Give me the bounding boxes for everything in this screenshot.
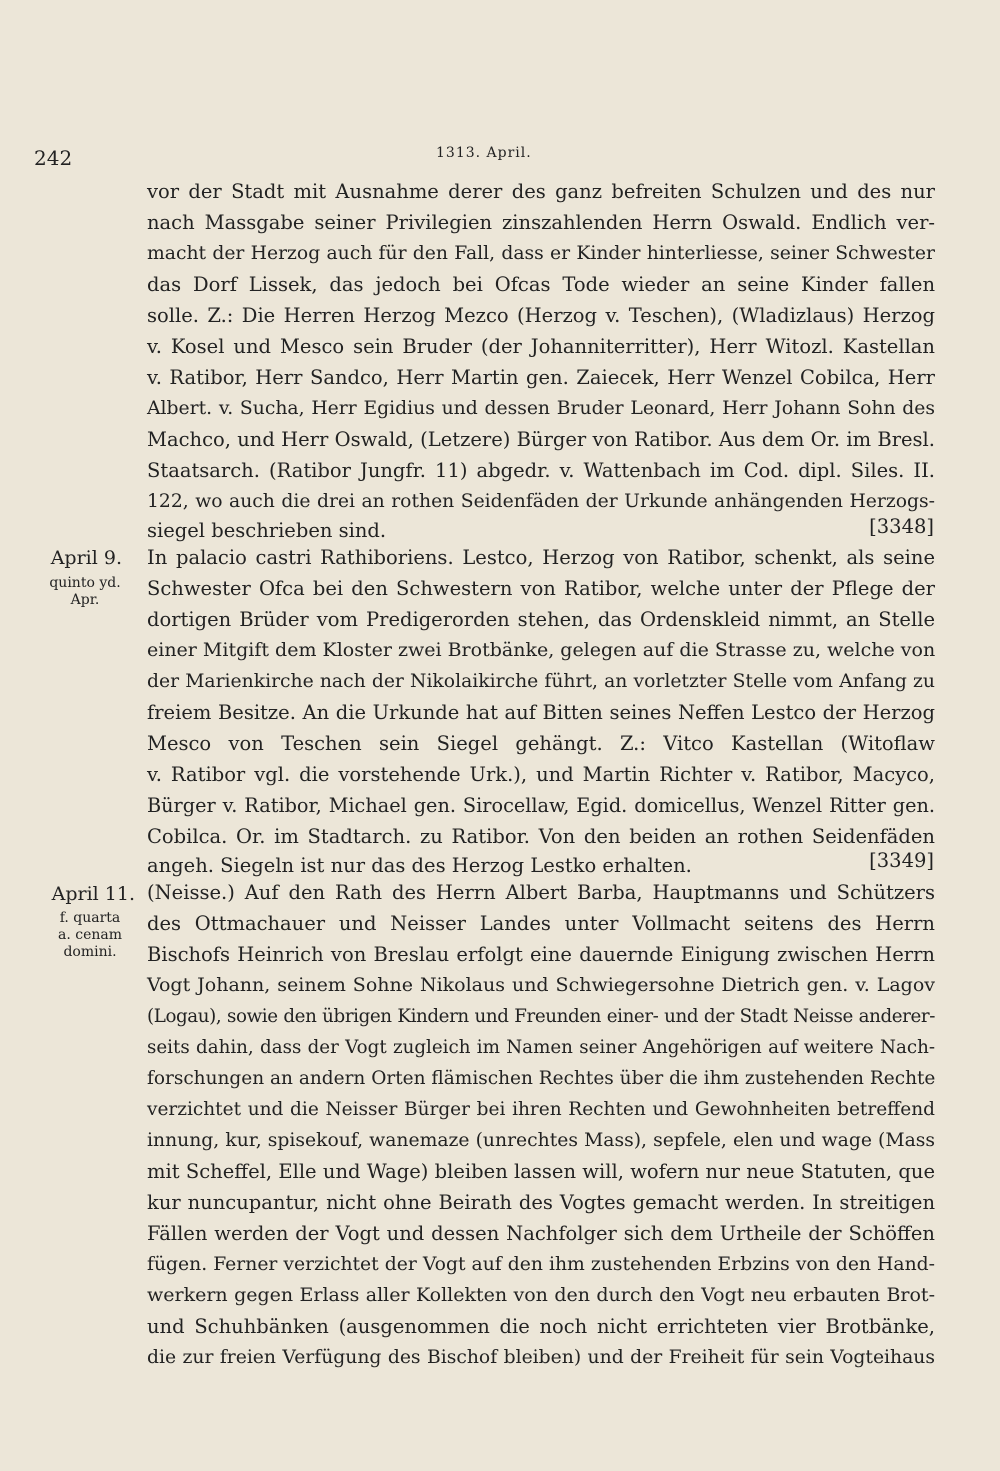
text-line: Cobilca. Or. im Stadtarch. zu Ratibor. Von den beiden an rothen Seidenfäden: [147, 825, 935, 848]
document-number: [3348]: [869, 515, 934, 538]
text-line: angeh. Siegeln ist nur das des Herzog Lestko erhalten.: [147, 854, 692, 877]
text-line: In palacio castri Rathiboriens. Lestco, Herzog von Ratibor, schenkt, als seine: [147, 546, 935, 569]
text-line: einer Mitgift dem Kloster zwei Brotbänke, gelegen auf die Strasse zu, welche von: [147, 639, 936, 661]
entry-date: April 9.: [50, 547, 122, 569]
text-line: solle. Z.: Die Herren Herzog Mezco (Herzog v. Teschen), (Wladizlaus) Herzog: [147, 304, 935, 327]
text-line: macht der Herzog auch für den Fall, dass er Kinder hinterliesse, seiner Schwester: [147, 243, 935, 264]
text-line: mit Scheffel, Elle und Wage) bleiben lassen will, wofern nur neue Statuten, que: [147, 1160, 935, 1183]
note-line: Apr.: [70, 592, 100, 608]
text-line: nach Massgabe seiner Privilegien zinszahlenden Herrn Oswald. Endlich ver-: [147, 211, 935, 234]
text-line: seits dahin, dass der Vogt zugleich im Namen seiner Angehörigen auf weitere Nach-: [147, 1037, 935, 1058]
text-line: freiem Besitze. An die Urkunde hat auf Bitten seines Neffen Lestco der Herzog: [147, 701, 935, 724]
entry-date-note: [50, 910, 130, 961]
note-line: a. cenam: [57, 927, 122, 943]
note-line: quinto yd.: [49, 575, 121, 591]
text-line: Albert. v. Sucha, Herr Egidius und dessen Bruder Leonard, Herr Johann Sohn des: [147, 398, 935, 419]
text-line: verzichtet und die Neisser Bürger bei ihren Rechten und Gewohnheiten betreffend: [147, 1099, 935, 1120]
text-line: siegel beschrieben sind.: [147, 519, 387, 542]
text-line: forschungen an andern Orten flämischen Rechtes über die ihm zustehenden Rechte: [147, 1068, 936, 1089]
text-line: der Marienkirche nach der Nikolaikirche führt, an vorletzter Stelle vom Anfang zu: [147, 671, 935, 692]
entry-date: April 11.: [51, 883, 135, 905]
text-line: und Schuhbänken (ausgenommen die noch nicht errichteten vier Brotbänke,: [147, 1315, 935, 1338]
note-line: f. quarta: [59, 910, 121, 926]
text-line: Fällen werden der Vogt und dessen Nachfolger sich dem Urtheile der Schöffen: [147, 1222, 935, 1245]
text-line: Mesco von Teschen sein Siegel gehängt. Z.: Vitco Kastellan (Witoflaw: [147, 732, 935, 755]
note-line: domini.: [63, 944, 117, 960]
text-line: fügen. Ferner verzichtet der Vogt auf den ihm zustehenden Erbzins von den Hand-: [147, 1254, 935, 1275]
entry-date-note: [45, 575, 125, 609]
text-line: Bischofs Heinrich von Breslau erfolgt eine dauernde Einigung zwischen Herrn: [147, 943, 935, 966]
text-line: (Logau), sowie den übrigen Kindern und Freunden einer- und der Stadt Neisse anderer-: [147, 1006, 935, 1027]
text-line: Bürger v. Ratibor, Michael gen. Sirocellaw, Egid. domicellus, Wenzel Ritter gen.: [147, 794, 935, 817]
text-line: die zur freien Verfügung des Bischof bleiben) und der Freiheit für sein Vogteihaus: [147, 1347, 935, 1368]
text-line: Vogt Johann, seinem Sohne Nikolaus und Schwiegersohne Dietrich gen. v. Lagov: [147, 974, 935, 996]
text-line: dortigen Brüder vom Predigerorden stehen, das Ordenskleid nimmt, an Stelle: [147, 608, 935, 631]
text-line: v. Ratibor, Herr Sandco, Herr Martin gen. Zaiecek, Herr Wenzel Cobilca, Herr: [147, 366, 935, 389]
document-number: [3349]: [869, 849, 934, 872]
text-line: Staatsarch. (Ratibor Jungfr. 11) abgedr. v. Wattenbach im Cod. dipl. Siles. II.: [147, 459, 935, 482]
text-line: das Dorf Lissek, das jedoch bei Ofcas Tode wieder an seine Kinder fallen: [147, 273, 935, 296]
text-line: innung, kur, spisekouf, wanemaze (unrechtes Mass), sepfele, elen und wage (Mass: [147, 1130, 935, 1151]
text-line: v. Kosel und Mesco sein Bruder (der Johanniterritter), Herr Witozl. Kastellan: [147, 335, 935, 358]
text-line: Machco, und Herr Oswald, (Letzere) Bürger von Ratibor. Aus dem Or. im Bresl.: [147, 428, 935, 451]
text-line: kur nuncupantur, nicht ohne Beirath des Vogtes gemacht werden. In streitigen: [147, 1191, 935, 1214]
text-line: v. Ratibor vgl. die vorstehende Urk.), und Martin Richter v. Ratibor, Macyco,: [147, 763, 935, 786]
text-line: (Neisse.) Auf den Rath des Herrn Albert Barba, Hauptmanns und Schützers: [147, 881, 935, 904]
running-head: 1313. April.: [436, 145, 532, 161]
text-line: 122, wo auch die drei an rothen Seidenfäden der Urkunde anhängenden Herzogs-: [147, 491, 935, 512]
text-line: des Ottmachauer und Neisser Landes unter Vollmacht seitens des Herrn: [147, 912, 935, 935]
page-number: 242: [34, 146, 73, 170]
text-line: Schwester Ofca bei den Schwestern von Ratibor, welche unter der Pflege der: [147, 577, 935, 600]
text-line: vor der Stadt mit Ausnahme derer des ganz befreiten Schulzen und des nur: [147, 180, 935, 203]
text-line: werkern gegen Erlass aller Kollekten von den durch den Vogt neu erbauten Brot-: [147, 1284, 935, 1306]
